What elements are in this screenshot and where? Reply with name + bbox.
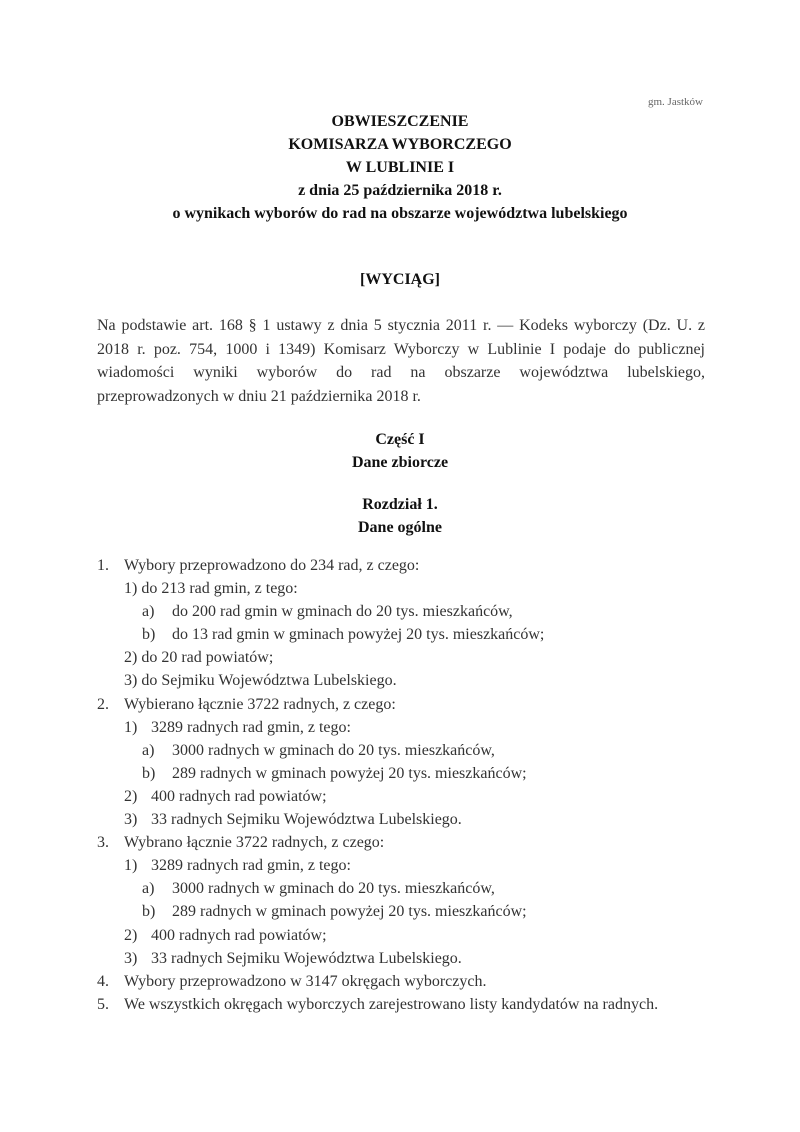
subitem-text: do 213 rad gmin, z tego: [141, 580, 298, 598]
list-subitem [97, 646, 705, 669]
item-number: 2. [97, 695, 109, 713]
subitem-number: 1) [124, 580, 138, 598]
subitem-number: 1) [124, 857, 138, 875]
chapter-title: Rozdział 1. [362, 496, 438, 513]
chapter-subtitle: Dane ogólne [358, 519, 442, 536]
list-item [97, 970, 705, 993]
item-text: Wybory przeprowadzono w 3147 okręgach wyborczych. [124, 972, 487, 990]
subsubitem-letter: b) [142, 903, 156, 921]
subsubitem-text: 3000 radnych w gminach do 20 tys. mieszkańców, [172, 741, 495, 759]
subsubitem-text: 289 radnych w gminach powyżej 20 tys. mieszkańców; [172, 903, 527, 921]
list-item [97, 993, 705, 1016]
municipality-note: gm. Jastków [648, 96, 703, 108]
list-subitem [97, 716, 705, 739]
subitem-text: 3289 radnych rad gmin, z tego: [151, 857, 351, 875]
list-subitem [97, 924, 705, 947]
item-number: 1. [97, 557, 109, 574]
list-item [97, 693, 705, 716]
subitem-text: do Sejmiku Województwa Lubelskiego. [141, 672, 397, 690]
title-line: z dnia 25 października 2018 r. [298, 182, 502, 199]
data-list [97, 554, 705, 1016]
extract-label: [WYCIĄG] [360, 271, 440, 288]
document-title [0, 110, 800, 225]
subitem-number: 2) [124, 649, 138, 667]
subitem-text: 33 radnych Sejmiku Województwa Lubelskiego. [151, 811, 462, 829]
subitem-text: 400 radnych rad powiatów; [151, 787, 327, 805]
subsubitem-letter: a) [142, 880, 155, 898]
item-number: 5. [97, 995, 109, 1013]
item-number: 3. [97, 834, 109, 852]
title-line: W LUBLINIE I [345, 159, 455, 176]
subsubitem-text: do 13 rad gmin w gminach powyżej 20 tys. mieszkańców; [172, 626, 545, 644]
intro-paragraph: Na podstawie art. 168 § 1 ustawy z dnia 5 stycznia 2011 r. — Kodeks wyborczy (Dz. U. z 2018 r. poz. 754, 1000 i 1349) Komisarz Wyborczy w Lublinie I podaje do publicznej wiadomości wyniki wyborów do rad na obszarze województwa lubelskiego, przeprowadzonych w dniu 21 października 2018 r. [97, 317, 705, 405]
subsubitem-text: 289 radnych w gminach powyżej 20 tys. mieszkańców; [172, 764, 527, 782]
item-text: Wybrano łącznie 3722 radnych, z czego: [124, 834, 385, 852]
subitem-number: 3) [124, 672, 138, 690]
list-subsubitem [97, 900, 705, 923]
item-number: 4. [97, 972, 109, 990]
title-line: o wynikach wyborów do rad na obszarze województwa lubelskiego [172, 205, 628, 222]
item-text: Wybory przeprowadzono do 234 rad, z czego: [124, 557, 420, 574]
subsubitem-text: 3000 radnych w gminach do 20 tys. mieszkańców, [172, 880, 495, 898]
list-subitem [97, 785, 705, 808]
list-subitem [97, 854, 705, 877]
list-subsubitem [97, 739, 705, 762]
list-subsubitem [97, 623, 705, 646]
chapter-heading [0, 493, 800, 539]
subitem-number: 2) [124, 926, 138, 944]
list-subitem [97, 577, 705, 600]
subsubitem-letter: b) [142, 764, 156, 782]
subitem-text: 400 radnych rad powiatów; [151, 926, 327, 944]
list-subsubitem [97, 600, 705, 623]
item-text: We wszystkich okręgach wyborczych zarejestrowano listy kandydatów na radnych. [124, 995, 659, 1013]
list-item [97, 554, 705, 577]
subitem-number: 3) [124, 949, 138, 967]
part-title: Część I [375, 431, 425, 448]
list-subsubitem [97, 762, 705, 785]
title-line: KOMISARZA WYBORCZEGO [288, 136, 512, 153]
subsubitem-letter: a) [142, 603, 155, 621]
subitem-text: 3289 radnych rad gmin, z tego: [151, 718, 351, 736]
list-subitem [97, 947, 705, 970]
list-subitem [97, 808, 705, 831]
list-subsubitem [97, 877, 705, 900]
subitem-number: 1) [124, 718, 138, 736]
item-text: Wybierano łącznie 3722 radnych, z czego: [124, 695, 396, 713]
subitem-number: 2) [124, 787, 138, 805]
part-subtitle: Dane zbiorcze [351, 454, 449, 471]
title-line: OBWIESZCZENIE [331, 113, 469, 130]
subitem-number: 3) [124, 811, 138, 829]
part-heading [0, 428, 800, 474]
subsubitem-text: do 200 rad gmin w gminach do 20 tys. mieszkańców, [172, 603, 513, 621]
subsubitem-letter: a) [142, 741, 155, 759]
list-item [97, 831, 705, 854]
subsubitem-letter: b) [142, 626, 156, 644]
list-subitem [97, 669, 705, 692]
subitem-text: 33 radnych Sejmiku Województwa Lubelskiego. [151, 949, 462, 967]
subitem-text: do 20 rad powiatów; [141, 649, 274, 667]
